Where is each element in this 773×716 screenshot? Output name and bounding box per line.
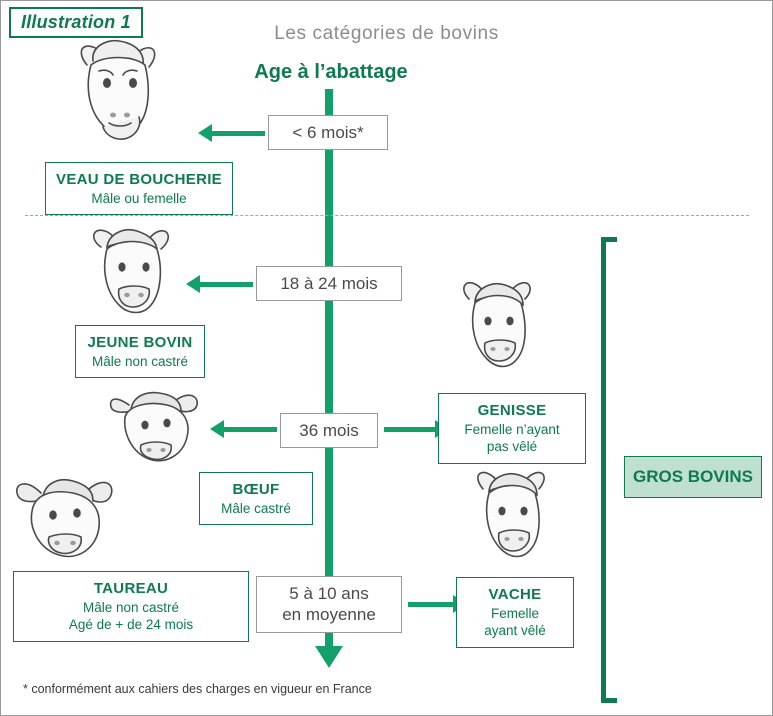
age-label-18-24-months: 18 à 24 mois bbox=[256, 266, 402, 301]
arrow-to-boeuf bbox=[223, 427, 277, 432]
arrow-to-veau bbox=[211, 131, 265, 136]
cow-head-icon bbox=[465, 467, 559, 576]
category-genisse bbox=[438, 393, 586, 464]
arrow-to-vache bbox=[408, 602, 454, 607]
category-jeune-bovin bbox=[75, 325, 205, 378]
page-title: Les catégories de bovins bbox=[274, 23, 499, 44]
age-label-36-months: 36 mois bbox=[280, 413, 378, 448]
category-vache bbox=[456, 577, 574, 648]
category-subtitle-line-1: Femelle n’ayant bbox=[464, 421, 560, 437]
age-label-5-10-years bbox=[256, 576, 402, 633]
category-subtitle-line-1: Femelle bbox=[490, 605, 539, 621]
category-taureau bbox=[13, 571, 249, 642]
category-title: VACHE bbox=[488, 586, 542, 603]
category-subtitle: Mâle ou femelle bbox=[91, 190, 187, 206]
arrow-to-jeune-bovin bbox=[199, 282, 253, 287]
category-subtitle: Mâle castré bbox=[221, 500, 291, 516]
cow-head-icon bbox=[83, 223, 183, 332]
category-subtitle-line-2: ayant vêlé bbox=[484, 623, 546, 639]
category-subtitle-line-2: pas vêlé bbox=[486, 439, 538, 455]
cow-head-icon bbox=[453, 277, 545, 386]
category-title: JEUNE BOVIN bbox=[87, 334, 193, 351]
category-subtitle-line-1: Mâle non castré bbox=[82, 599, 180, 615]
age-label-line-2: en moyenne bbox=[282, 605, 376, 625]
category-title: VEAU DE BOUCHERIE bbox=[56, 171, 222, 188]
category-title: GENISSE bbox=[477, 402, 547, 419]
category-veau-de-boucherie bbox=[45, 162, 233, 215]
gros-bovins-label: GROS BOVINS bbox=[624, 456, 762, 498]
category-boeuf bbox=[199, 472, 313, 525]
arrow-to-genisse bbox=[384, 427, 436, 432]
age-label-line-1: 5 à 10 ans bbox=[289, 584, 369, 603]
category-title: BŒUF bbox=[232, 481, 280, 498]
cow-head-icon bbox=[63, 35, 173, 158]
illustration-badge: Illustration 1 bbox=[9, 7, 143, 38]
section-divider bbox=[25, 215, 749, 216]
gros-bovins-bracket bbox=[601, 237, 617, 703]
footnote: * conformément aux cahiers des charges en vigueur en France bbox=[23, 682, 372, 696]
age-label-under-6-months: < 6 mois* bbox=[268, 115, 388, 150]
cow-head-icon bbox=[101, 383, 213, 478]
cow-head-icon bbox=[7, 469, 123, 574]
age-axis-arrowhead bbox=[315, 646, 343, 668]
axis-title: Age à l’abattage bbox=[254, 61, 408, 83]
category-title: TAUREAU bbox=[93, 580, 169, 597]
category-subtitle-line-2: Agé de + de 24 mois bbox=[68, 617, 194, 633]
age-axis-arrow bbox=[325, 89, 333, 651]
category-subtitle: Mâle non castré bbox=[91, 353, 189, 369]
